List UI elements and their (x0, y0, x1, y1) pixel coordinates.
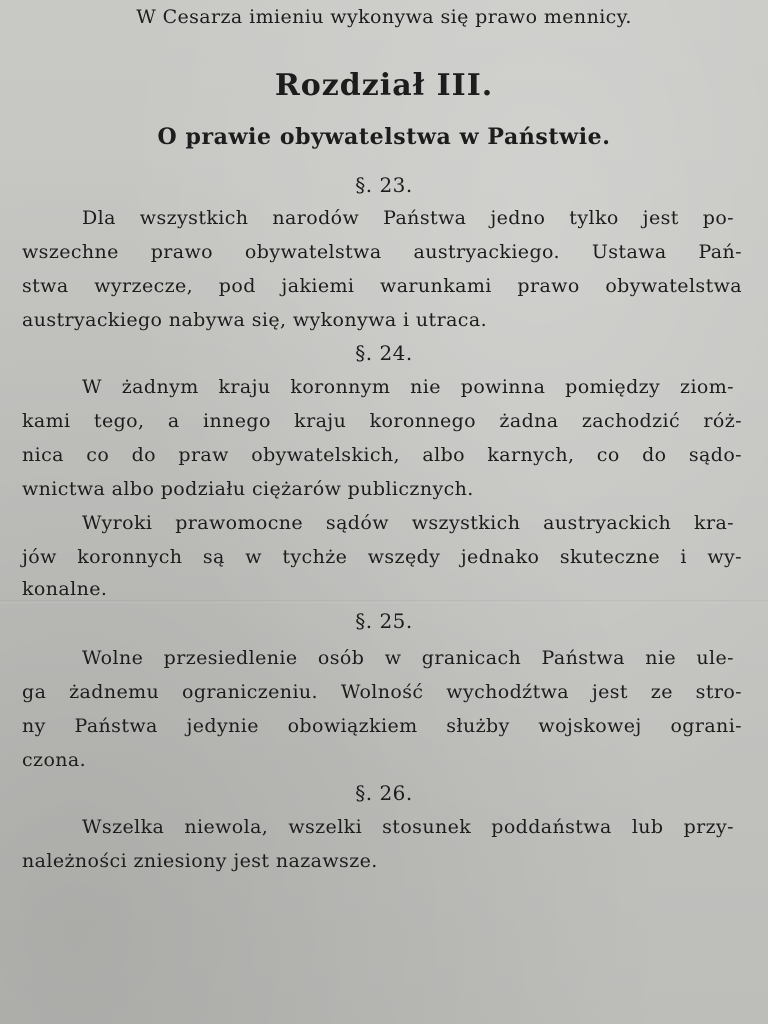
paragraph-line: stwa wyrzecze, pod jakiemi warunkami prawo obywatelstwa (22, 275, 742, 297)
section-mark-23: §. 23. (355, 173, 413, 197)
paragraph-line: austryackiego nabywa się, wykonywa i utraca. (22, 309, 488, 331)
paragraph-line: jów koronnych są w tychże wszędy jednako skuteczne i wy- (22, 546, 742, 568)
paragraph-line: Wyroki prawomocne sądów wszystkich austryackich kra- (82, 512, 734, 534)
paragraph-line: wnictwa albo podziału ciężarów publicznych. (22, 478, 474, 500)
paragraph-line: Wszelka niewola, wszelki stosunek poddaństwa lub przy- (82, 816, 734, 838)
chapter-heading: Rozdział III. (274, 68, 494, 103)
paragraph-line: ga żadnemu ograniczeniu. Wolność wychodźtwa jest ze stro- (22, 681, 742, 703)
paragraph-line: czona. (22, 749, 87, 771)
paragraph-line: Dla wszystkich narodów Państwa jedno tylko jest po- (82, 207, 734, 229)
section-mark-25: §. 25. (355, 609, 413, 633)
paragraph-line: należności zniesiony jest nazawsze. (22, 850, 378, 872)
section-mark-26: §. 26. (355, 781, 413, 805)
top-line: W Cesarza imieniu wykonywa się prawo mennicy. (136, 6, 632, 28)
paragraph-line: Wolne przesiedlenie osób w granicach Państwa nie ule- (82, 647, 734, 669)
paragraph-line: wszechne prawo obywatelstwa austryackiego. Ustawa Pań- (22, 241, 742, 263)
paragraph-line: nica co do praw obywatelskich, albo karnych, co do sądo- (22, 444, 742, 466)
chapter-title: O prawie obywatelstwa w Państwie. (157, 124, 611, 150)
section-mark-24: §. 24. (355, 341, 413, 365)
paragraph-line: W żadnym kraju koronnym nie powinna pomiędzy ziom- (82, 376, 734, 398)
paragraph-line: ny Państwa jedynie obowiązkiem służby wojskowej ograni- (22, 715, 742, 737)
paragraph-line: kami tego, a innego kraju koronnego żadna zachodzić róż- (22, 410, 742, 432)
paragraph-line: konalne. (22, 578, 108, 600)
